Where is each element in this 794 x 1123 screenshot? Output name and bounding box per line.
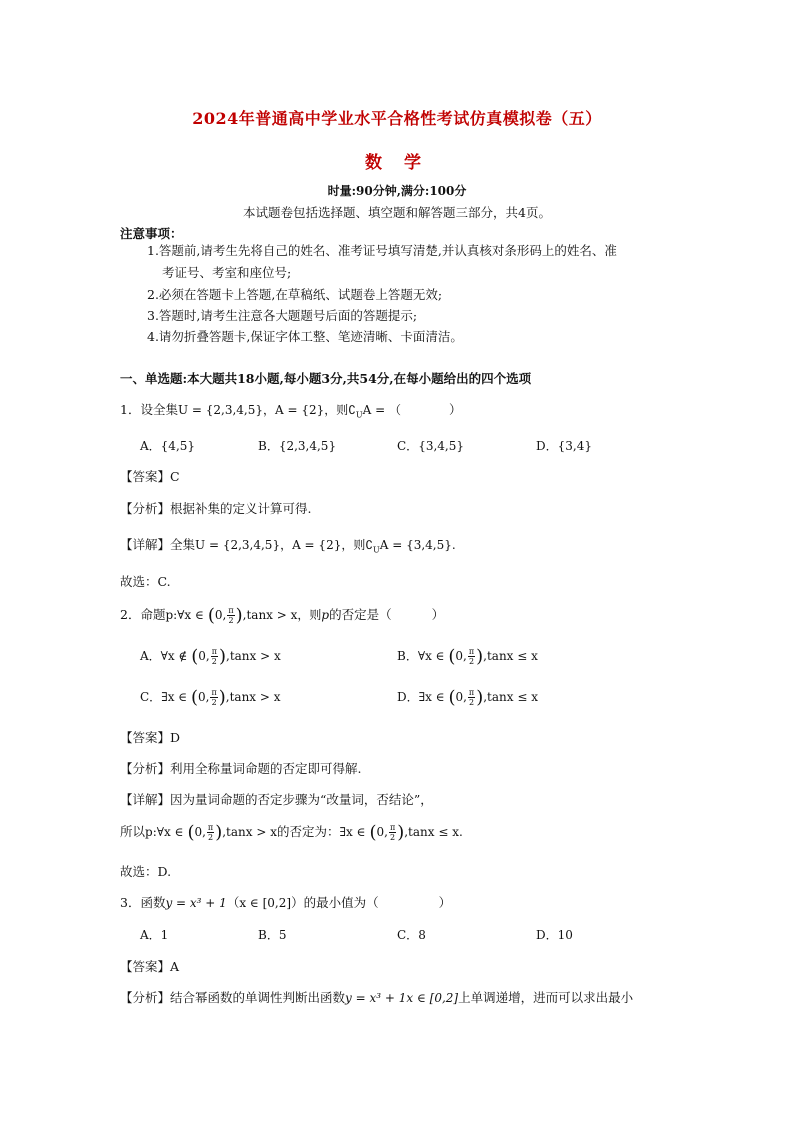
q1-math: U = {2,3,4,5}，A = {2}，则∁ [177,403,356,417]
q2-stem-p: p [321,608,330,622]
q2-options-0-pre: ∀x ∉ [160,649,188,663]
q2-detail2-math3: ∃x ∈ [339,825,366,839]
q1-detail-label: 【详解】 [120,537,171,552]
q2-detail-label: 【详解】 [120,792,171,807]
q1-option-c [397,437,464,454]
q2-zero: 0, [194,825,206,839]
q3-options-1-label: B． [258,928,279,942]
q2-zero: 0, [198,649,210,663]
q2-detail2-math: p:∀x ∈ [145,825,184,839]
q2-detail: 因为量词命题的否定步骤为“改量词，否结论”， [170,792,433,807]
q3-answer [120,957,179,975]
q2-options-0-post: ,tanx > x [226,649,281,663]
q1-end: ） [449,402,462,417]
q2-frac-num: π [211,688,217,697]
note-item-4: 4.请勿折叠答题卡,保证字体工整、笔迹清晰、卡面清洁。 [147,329,463,344]
q1-options-3-value: {3,4} [557,439,592,453]
q1-detail [120,535,456,555]
q3-analysis-label: 【分析】 [120,990,171,1005]
q1-detail-math2: A = {3,4,5}. [379,538,456,552]
q1-math2: A = （ [362,403,402,417]
exam-title: 2024年普通高中学业水平合格性考试仿真模拟卷（五） [192,109,602,128]
q2-answer-label: 【答案】 [120,730,171,745]
q1-option-d [536,437,592,454]
q1-detail-math: U = {2,3,4,5}，A = {2}，则∁ [195,538,373,552]
question-2-stem: 2．命题p:∀x ∈ (0, $\frac{\pi}{2}$ ),tanx > x，则p的否定是（ ） [120,605,445,626]
q3-stem-c: ）的最小值为（ [291,895,379,910]
q3-stem-b: （ [226,895,240,910]
q2-detail2-math2: ,tanx > x [222,825,277,839]
q3-analysis-math: y = x³ + 1x ∈ [0,2] [345,991,459,1005]
section-heading: 一、单选题:本大题共18小题,每小题3分,共54分,在每小题给出的四个选项 [120,371,532,386]
q2-stem-b: 的否定是（ [329,607,392,622]
q3-option-c [397,926,426,943]
q2-frac-den: 2 [468,657,475,666]
q2-options-1-post: ,tanx ≤ x [483,649,538,663]
q1-option-b [258,437,336,454]
q1-options-2-label: C． [397,439,419,453]
notes-heading: 注意事项： [120,226,183,241]
time-score-line: 时量:90分钟,满分:100分 [327,184,467,198]
q2-zero: 0, [376,825,388,839]
q2-options-1-pre: ∀x ∈ [417,649,445,663]
subject-title: 数 学 [365,153,429,173]
q3-options-2-value: 8 [418,928,426,942]
q3-options-1-value: 5 [278,928,287,942]
q1-detail-sub: U [372,545,380,555]
q3-stem-end: ） [438,895,452,910]
q3-options-0-value: 1 [160,928,169,942]
q2-analysis-label: 【分析】 [120,761,171,776]
q2-options-0-label: A． [140,649,161,663]
q2-frac-num: π [468,688,475,697]
q2-frac-den: 2 [211,698,217,707]
q1-options-0-label: A． [140,439,161,453]
q1-sub: U [355,410,363,420]
q2-frac-num: π [468,647,475,656]
q2-answer: D [170,730,181,745]
structure-line: 本试题卷包括选择题、填空题和解答题三部分，共4页。 [243,205,551,220]
q2-option-b: B．∀x ∈ (0, $\frac{\pi}{2}$ ),tanx ≤ x [397,646,538,667]
q2-frac-den: 2 [469,698,475,707]
q3-analysis-b: 上单调递增，进而可以求出最小 [458,990,634,1005]
q3-stem-a: 3．函数 [120,895,166,910]
q2-option-a: A．∀x ∉ (0, $\frac{\pi}{2}$ ),tanx > x [140,646,281,667]
q2-stem-math2: ,tanx > x，则 [242,608,322,622]
note-item-3: 3.答题时,请考生注意各大题题号后面的答题提示; [147,308,418,323]
q1-options-1-label: B． [258,439,279,453]
q2-options-3-pre: ∃x ∈ [418,690,445,704]
note-item-1-cont: 考证号、考室和座位号; [162,265,292,280]
q2-frac-num: π [389,823,396,832]
q1-detail-a: 全集 [170,537,196,552]
q3-answer-label: 【答案】 [120,959,171,974]
q2-answer [120,728,180,746]
q1-options-0-value: {4,5} [160,439,196,453]
q2-detail-2: 所以p:∀x ∈ (0, $\frac{\pi}{2}$ ),tanx > x的否定为：∃x ∈ (0, $\frac{\pi}{2}$ ),tanx ≤ x. [120,822,463,843]
q1-options-1-value: {2,3,4,5} [278,439,337,453]
note-item-2: 2.必须在答题卡上答题,在草稿纸、试题卷上答题无效; [147,287,443,302]
q3-option-d [536,926,573,943]
q1-analysis-label: 【分析】 [120,501,171,516]
q3-stem-math: y = x³ + 1 [165,896,227,910]
q2-frac-den: 2 [228,616,234,625]
q3-answer: A [170,959,180,974]
q2-zero: 0, [214,608,227,622]
q2-analysis: 利用全称量词命题的否定即可得解. [170,761,362,776]
q3-options-2-label: C． [397,928,419,942]
q2-detail [120,790,433,808]
q2-detail2-b: 的否定为： [276,824,340,839]
q3-analysis [120,988,633,1006]
q2-option-d: D．∃x ∈ (0, $\frac{\pi}{2}$ ),tanx ≤ x [397,687,538,708]
q2-options-2-pre: ∃x ∈ [161,690,188,704]
q1-analysis: 根据补集的定义计算可得. [170,501,312,516]
q3-option-b [258,926,286,943]
q2-stem-a: 2．命题 [120,607,166,622]
q2-option-c: C．∃x ∈ (0, $\frac{\pi}{2}$ ),tanx > x [140,687,281,708]
q1-number: 1．设全集 [120,402,178,417]
q1-option-a [140,437,195,454]
q2-frac-num: π [228,606,234,615]
q2-zero: 0, [198,690,210,704]
note-item-1: 1.答题前,请考生先将自己的姓名、准考证号填写清楚,并认真核对条形码上的姓名、准 [147,243,617,258]
q2-analysis [120,759,362,777]
question-1-stem [120,400,462,420]
q3-options-0-label: A． [140,928,161,942]
q2-stem-math: p:∀x ∈ [165,608,204,622]
question-3-stem [120,893,451,911]
q3-option-a [140,926,168,943]
q2-frac-den: 2 [390,833,396,842]
q2-options-3-post: ,tanx ≤ x [483,690,538,704]
q2-options-2-post: ,tanx > x [225,690,281,704]
q2-options-1-label: B． [397,649,418,663]
q1-answer-label: 【答案】 [120,469,171,484]
q1-answer [120,467,180,485]
q2-options-2-label: C． [140,690,162,704]
q2-detail2-a: 所以 [120,824,146,839]
q1-analysis [120,499,312,517]
q2-frac-num: π [207,823,214,832]
q3-options-3-value: 10 [557,928,573,942]
q2-stem-end: ） [431,607,445,622]
q2-frac-num: π [211,647,217,656]
q1-options-3-label: D． [536,439,558,453]
q1-conclusion: 故选：C. [120,574,171,589]
q2-zero: 0, [455,690,467,704]
q2-zero: 0, [455,649,467,663]
q3-analysis-a: 结合幂函数的单调性判断出函数 [170,990,346,1005]
q2-options-3-label: D． [397,690,419,704]
q2-frac-den: 2 [208,833,214,842]
q2-frac-den: 2 [211,657,217,666]
q3-options-3-label: D． [536,928,558,942]
q1-options-2-value: {3,4,5} [418,439,464,453]
q2-detail2-math4: ,tanx ≤ x. [404,825,463,839]
q1-answer: C [170,469,180,484]
q2-conclusion: 故选：D. [120,864,172,879]
q3-stem-math2: x ∈ [0,2] [239,896,292,910]
